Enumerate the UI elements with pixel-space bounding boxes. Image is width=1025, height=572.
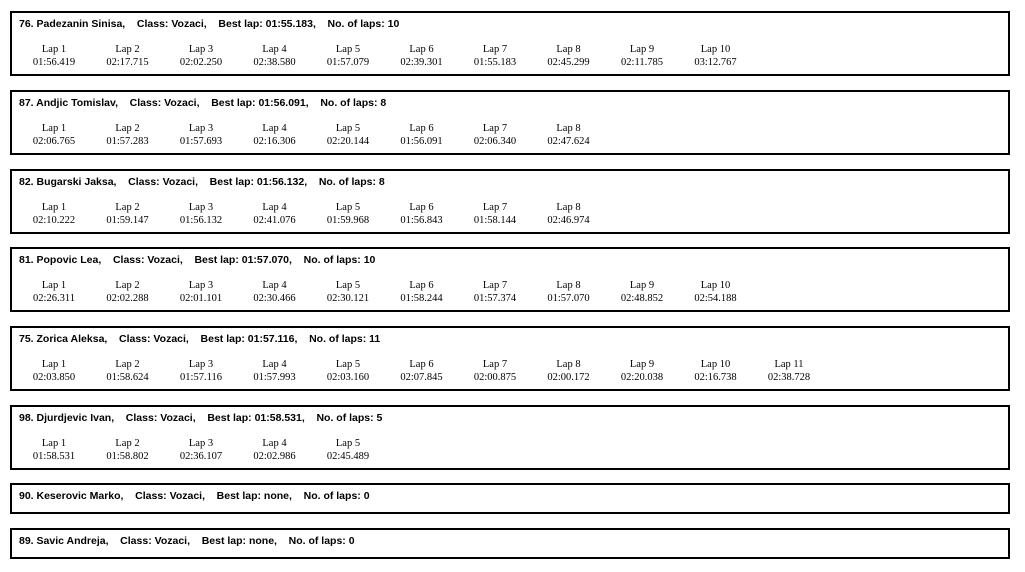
best-lap: Best lap: 01:55.183,: [218, 18, 328, 30]
lap-time: 03:12.767: [694, 57, 737, 68]
lap-label: Lap 4: [262, 44, 287, 55]
driver-class: Class: Vozaci,: [135, 490, 217, 502]
lap-time: 02:45.299: [547, 57, 590, 68]
driver-header: [19, 97, 386, 109]
lap-cell: [313, 358, 383, 384]
lap-cell: [93, 43, 163, 69]
driver-name: 90. Keserovic Marko,: [19, 490, 136, 502]
lap-time: 02:16.738: [694, 372, 737, 383]
driver-name: 81. Popovic Lea,: [19, 254, 113, 266]
lap-time: 02:54.188: [694, 293, 737, 304]
lap-cell: [19, 201, 89, 227]
driver-card: [10, 90, 1010, 155]
lap-label: Lap 8: [556, 44, 581, 55]
lap-cell: [166, 279, 236, 305]
lap-label: Lap 3: [188, 280, 214, 291]
lap-time: 02:06.765: [32, 136, 76, 147]
lap-time: 01:58.624: [106, 372, 149, 383]
lap-time: 01:56.132: [179, 215, 223, 226]
lap-cell: [387, 358, 457, 384]
lap-label: Lap 10: [700, 44, 731, 55]
lap-cell: [166, 43, 236, 69]
lap-cell: [19, 43, 89, 69]
lap-time: 02:00.875: [473, 372, 517, 383]
lap-cell: [166, 201, 236, 227]
lap-cell: [754, 358, 824, 384]
lap-cell: [240, 279, 310, 305]
lap-time: 01:59.968: [326, 215, 370, 226]
lap-label: Lap 1: [41, 44, 67, 55]
lap-time: 02:06.340: [473, 136, 517, 147]
lap-time: 01:56.419: [32, 57, 76, 68]
lap-label: Lap 10: [700, 359, 731, 370]
lap-label: Lap 5: [335, 202, 361, 213]
lap-time: 01:56.843: [400, 215, 443, 226]
driver-header: [19, 333, 380, 345]
lap-time: 02:36.107: [179, 451, 223, 462]
lap-time: 01:57.374: [473, 293, 517, 304]
lap-cell: [534, 122, 604, 148]
driver-name: 98. Djurdjevic Ivan,: [19, 412, 126, 424]
lap-cell: [93, 279, 163, 305]
lap-cell: [19, 358, 89, 384]
lap-count: No. of laps: 10: [303, 254, 376, 266]
lap-label: Lap 5: [335, 359, 361, 370]
driver-card: [10, 247, 1010, 312]
lap-cell: [607, 358, 677, 384]
lap-cell: [93, 358, 163, 384]
lap-label: Lap 6: [409, 44, 434, 55]
lap-time: 02:41.076: [253, 215, 296, 226]
lap-count: No. of laps: 0: [288, 535, 355, 547]
lap-label: Lap 5: [335, 44, 361, 55]
lap-count: No. of laps: 11: [309, 333, 381, 345]
lap-time: 02:39.301: [400, 57, 443, 68]
best-lap: Best lap: none,: [216, 490, 304, 502]
lap-time: 02:20.144: [326, 136, 370, 147]
lap-cell: [240, 358, 310, 384]
lap-label: Lap 8: [556, 202, 581, 213]
lap-cell: [607, 279, 677, 305]
lap-cell: [387, 122, 457, 148]
best-lap: Best lap: 01:57.070,: [194, 254, 304, 266]
lap-cell: [313, 279, 383, 305]
lap-label: Lap 1: [41, 123, 67, 134]
lap-label: Lap 11: [774, 359, 804, 370]
driver-class: Class: Vozaci,: [129, 97, 212, 109]
lap-cell: [387, 279, 457, 305]
lap-cell: [607, 43, 677, 69]
lap-count: No. of laps: 8: [320, 97, 387, 109]
lap-time: 01:55.183: [473, 57, 517, 68]
lap-label: Lap 4: [262, 280, 287, 291]
lap-time: 02:00.172: [547, 372, 590, 383]
driver-name: 75. Zorica Aleksa,: [19, 333, 119, 345]
lap-count: No. of laps: 8: [318, 176, 385, 188]
lap-label: Lap 1: [41, 280, 67, 291]
driver-card: [10, 405, 1010, 470]
lap-cell: [387, 43, 457, 69]
driver-name: 87. Andjic Tomislav,: [19, 97, 130, 109]
lap-cell: [240, 201, 310, 227]
lap-label: Lap 1: [41, 438, 67, 449]
lap-cell: [93, 122, 163, 148]
lap-label: Lap 2: [115, 202, 140, 213]
lap-cell: [460, 43, 530, 69]
lap-cell: [681, 279, 751, 305]
lap-cell: [19, 122, 89, 148]
lap-cell: [166, 122, 236, 148]
lap-cell: [460, 122, 530, 148]
driver-class: Class: Vozaci,: [112, 254, 195, 266]
lap-label: Lap 5: [335, 123, 361, 134]
lap-cell: [240, 122, 310, 148]
lap-label: Lap 9: [629, 280, 655, 291]
lap-label: Lap 10: [700, 280, 731, 291]
lap-cell: [460, 358, 530, 384]
driver-name: 89. Savic Andreja,: [19, 535, 121, 547]
lap-cell: [313, 43, 383, 69]
lap-time: 02:17.715: [106, 57, 149, 68]
driver-class: Class: Vozaci,: [119, 333, 201, 345]
lap-time: 02:30.466: [253, 293, 296, 304]
lap-label: Lap 6: [409, 123, 434, 134]
lap-cell: [93, 201, 163, 227]
driver-header: [19, 490, 370, 502]
driver-class: Class: Vozaci,: [125, 412, 208, 424]
lap-time: 01:59.147: [106, 215, 149, 226]
lap-cell: [460, 201, 530, 227]
lap-time: 01:57.693: [179, 136, 223, 147]
lap-time: 01:57.283: [106, 136, 149, 147]
lap-time: 02:03.160: [326, 372, 370, 383]
driver-header: [19, 254, 375, 266]
lap-time: 02:47.624: [547, 136, 590, 147]
lap-time: 02:07.845: [400, 372, 443, 383]
lap-label: Lap 7: [482, 280, 508, 291]
lap-time: 01:57.070: [547, 293, 590, 304]
driver-header: [19, 18, 399, 30]
driver-card: [10, 11, 1010, 76]
lap-label: Lap 4: [262, 359, 287, 370]
driver-name: 82. Bugarski Jaksa,: [19, 176, 129, 188]
lap-cell: [534, 43, 604, 69]
lap-time: 01:57.079: [326, 57, 370, 68]
best-lap: Best lap: 01:56.132,: [209, 176, 319, 188]
lap-time: 02:45.489: [326, 451, 370, 462]
best-lap: Best lap: none,: [201, 535, 289, 547]
lap-label: Lap 8: [556, 359, 581, 370]
lap-cell: [387, 201, 457, 227]
driver-class: Class: Vozaci,: [128, 176, 210, 188]
driver-header: [19, 535, 355, 547]
lap-label: Lap 5: [335, 438, 361, 449]
lap-label: Lap 9: [629, 44, 655, 55]
lap-label: Lap 3: [188, 359, 214, 370]
lap-label: Lap 7: [482, 123, 508, 134]
lap-count: No. of laps: 10: [327, 18, 400, 30]
lap-time: 02:02.986: [253, 451, 296, 462]
lap-time: 02:20.038: [620, 372, 664, 383]
lap-time: 02:02.250: [179, 57, 223, 68]
driver-card: [10, 528, 1010, 559]
lap-cell: [240, 43, 310, 69]
best-lap: Best lap: 01:58.531,: [207, 412, 317, 424]
driver-name: 76. Padezanin Sinisa,: [19, 18, 137, 30]
lap-cell: [681, 358, 751, 384]
lap-time: 01:57.116: [180, 372, 222, 383]
lap-label: Lap 6: [409, 280, 434, 291]
lap-time: 02:26.311: [33, 293, 75, 304]
lap-label: Lap 9: [629, 359, 655, 370]
driver-class: Class: Vozaci,: [120, 535, 202, 547]
lap-cell: [313, 122, 383, 148]
lap-time: 02:01.101: [179, 293, 223, 304]
lap-cell: [534, 358, 604, 384]
lap-cell: [681, 43, 751, 69]
lap-cell: [534, 201, 604, 227]
driver-header: [19, 412, 382, 424]
lap-label: Lap 6: [409, 359, 434, 370]
lap-label: Lap 5: [335, 280, 361, 291]
lap-time: 02:03.850: [32, 372, 76, 383]
lap-cell: [166, 437, 236, 463]
lap-time: 01:57.993: [253, 372, 296, 383]
lap-time: 02:11.785: [621, 57, 663, 68]
lap-label: Lap 1: [41, 202, 67, 213]
lap-label: Lap 1: [41, 359, 67, 370]
lap-cell: [19, 437, 89, 463]
lap-time: 02:10.222: [32, 215, 76, 226]
lap-time: 02:38.728: [767, 372, 811, 383]
lap-label: Lap 4: [262, 438, 287, 449]
lap-time: 02:30.121: [326, 293, 370, 304]
lap-cell: [93, 437, 163, 463]
lap-label: Lap 8: [556, 123, 581, 134]
lap-time: 02:46.974: [547, 215, 590, 226]
lap-time: 02:48.852: [620, 293, 664, 304]
lap-label: Lap 2: [115, 359, 140, 370]
lap-label: Lap 4: [262, 123, 287, 134]
lap-count: No. of laps: 5: [316, 412, 383, 424]
driver-card: [10, 326, 1010, 391]
lap-label: Lap 2: [115, 44, 140, 55]
lap-label: Lap 3: [188, 202, 214, 213]
best-lap: Best lap: 01:57.116,: [200, 333, 310, 345]
driver-card: [10, 169, 1010, 234]
lap-cell: [460, 279, 530, 305]
lap-label: Lap 2: [115, 280, 140, 291]
lap-label: Lap 4: [262, 202, 287, 213]
driver-card: [10, 483, 1010, 514]
lap-label: Lap 2: [115, 438, 140, 449]
lap-label: Lap 2: [115, 123, 140, 134]
lap-label: Lap 7: [482, 359, 508, 370]
lap-label: Lap 3: [188, 438, 214, 449]
lap-cell: [313, 437, 383, 463]
lap-cell: [166, 358, 236, 384]
lap-time: 02:38.580: [253, 57, 296, 68]
lap-time: 02:02.288: [106, 293, 149, 304]
lap-cell: [19, 279, 89, 305]
best-lap: Best lap: 01:56.091,: [211, 97, 321, 109]
lap-time: 01:58.802: [106, 451, 149, 462]
lap-cell: [240, 437, 310, 463]
lap-label: Lap 7: [482, 202, 508, 213]
lap-label: Lap 3: [188, 44, 214, 55]
lap-time: 01:58.531: [32, 451, 76, 462]
lap-time: 02:16.306: [253, 136, 296, 147]
lap-label: Lap 3: [188, 123, 214, 134]
lap-cell: [313, 201, 383, 227]
lap-time: 01:58.244: [400, 293, 443, 304]
driver-header: [19, 176, 385, 188]
driver-class: Class: Vozaci,: [136, 18, 219, 30]
lap-cell: [534, 279, 604, 305]
lap-time: 01:56.091: [400, 136, 443, 147]
lap-label: Lap 7: [482, 44, 508, 55]
lap-time: 01:58.144: [473, 215, 517, 226]
lap-label: Lap 6: [409, 202, 434, 213]
lap-label: Lap 8: [556, 280, 581, 291]
lap-count: No. of laps: 0: [303, 490, 370, 502]
